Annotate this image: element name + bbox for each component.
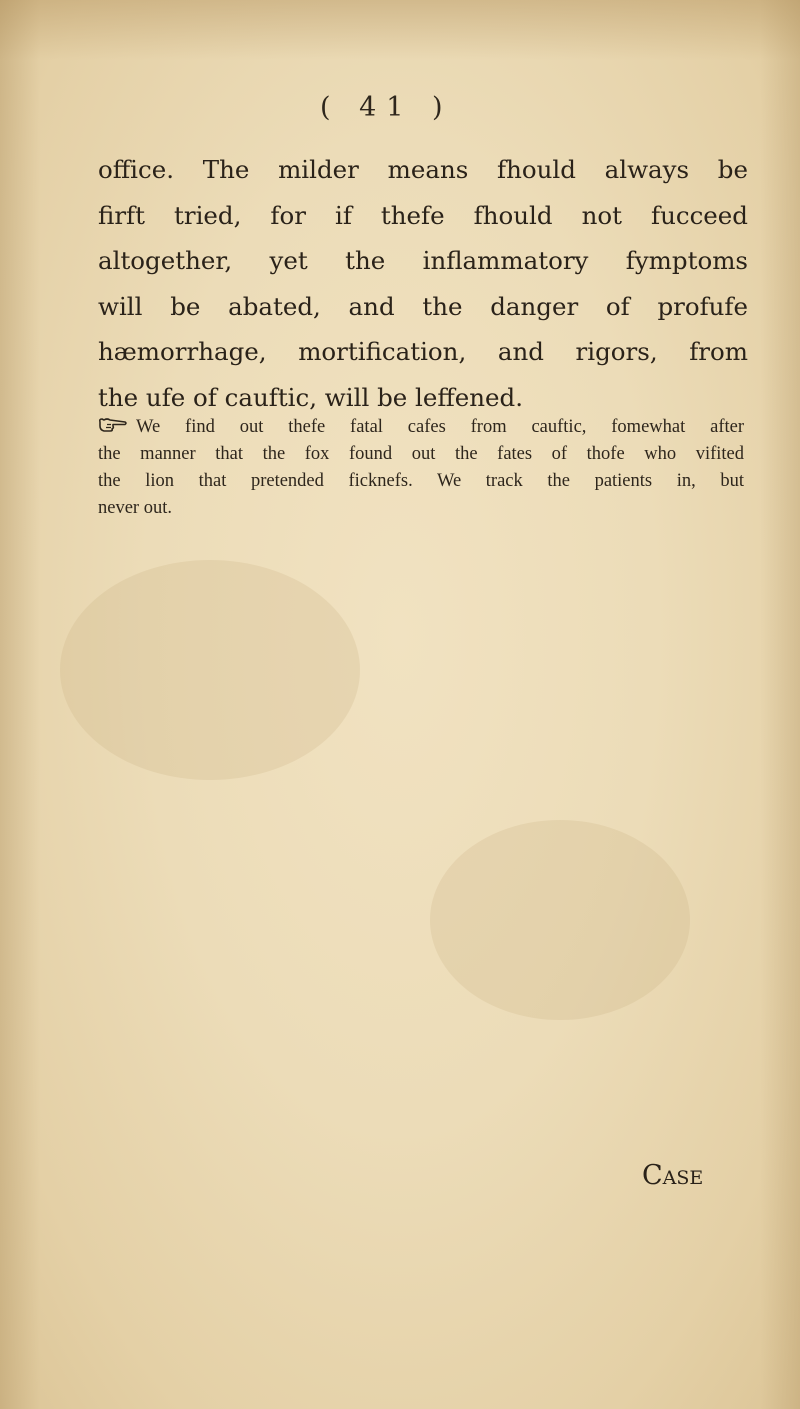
footnote	[98, 414, 744, 522]
page-edge-shading-left	[0, 0, 40, 1409]
page-number: ( 41 )	[320, 92, 453, 123]
paragraph-line: the ufe of cauftic, will be leffened.	[98, 382, 524, 412]
main-paragraph	[98, 147, 748, 420]
paper-stain	[430, 820, 690, 1020]
paper-stain	[60, 560, 360, 780]
paragraph-line: altogether, yet the inflammatory fymptoms	[98, 246, 748, 275]
page-edge-shading-right	[760, 0, 800, 1409]
footnote-line: the lion that pretended ficknefs. We track the patients in, but	[98, 471, 744, 491]
paragraph-line: will be abated, and the danger of profufe	[98, 291, 748, 321]
footnote-line: never out.	[98, 498, 172, 518]
footnote-line: the manner that the fox found out the fates of thofe who vifited	[98, 444, 744, 464]
page-edge-shading-top	[0, 0, 800, 60]
paragraph-line: office. The milder means fhould always be	[98, 155, 748, 184]
footnote-line-text: We find out thefe fatal cafes from cauftic, fomewhat after	[136, 417, 744, 437]
paragraph-line: hæmorrhage, mortification, and rigors, from	[98, 337, 748, 366]
paragraph-line: firft tried, for if thefe fhould not fucceed	[98, 200, 748, 230]
footnote-line	[98, 414, 744, 441]
catchword: Case	[642, 1160, 704, 1191]
pointing-hand-icon	[98, 417, 128, 433]
